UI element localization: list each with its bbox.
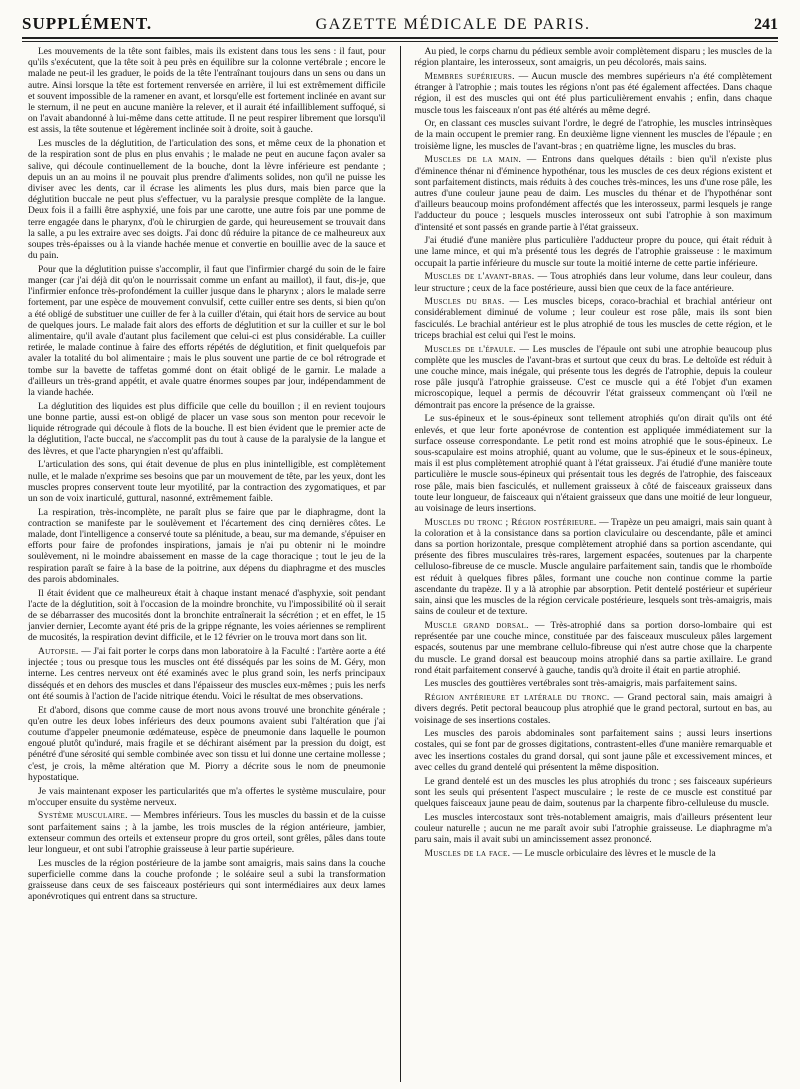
paragraph-text: Il était évident que ce malheureux était à chaque instant menacé d'asphyxie, soit pendant l'acte de la déglutition, soit à l'occasion de la moindre bronchite, vu l'impossibilité où il serait de se débarrasser des mucosités dont la bronchite entraînerait la sécrétion ; et en effet, le 15 janvier dernier, Lecomte ayant été pris de la grippe régnante, les voies aériennes se remplirent de mucosités, la respiration devint difficile, et le 12 février on le trouva mort dans son lit. xyxy=(28,588,386,644)
paragraph xyxy=(415,729,773,774)
paragraph-text: Les muscles de la région postérieure de la jambe sont amaigris, mais sains dans la couche superficielle comme dans la couche profonde ; le soléaire seul a subi la transformation graisseuse dans ceux de ses faisceaux postérieurs qui sont intermédiaires aux deux lames aponévrotiques qui entrent dans sa structure. xyxy=(28,858,386,903)
paragraph xyxy=(28,787,386,809)
paragraph-text: — Tous atrophiés dans leur volume, dans leur couleur, dans leur structure ; ceux de la face postérieure, aussi bien que ceux de la face antérieure. xyxy=(414,272,772,294)
paragraph-text: Or, en classant ces muscles suivant l'ordre, le degré de l'atrophie, les muscles intrinsèques de la main occupent le premier rang. En deuxième ligne viennent les muscles de l'épaule ; en troisième ligne, les muscles de l'avant-bras ; en quatrième ligne, les muscles du bras. xyxy=(414,119,772,152)
paragraph xyxy=(415,518,773,619)
left-column xyxy=(22,42,392,1082)
paragraph xyxy=(415,272,773,294)
paragraph-text: Les mouvements de la tête sont faibles, mais ils existent dans tous les sens : il faut, pour qu'ils s'exécutent, que la tête soit à peu près en équilibre sur la colonne vertébrale ; encore le malade ne peut-il les graduer, le poids de la tête l'entraînant toujours dans un sens ou dans un autre. Ainsi lorsque la tête est fortement renversée en arrière, il lui est extrêmement difficile et souvent impossible de la ramener en avant, et lorsqu'elle est fortement inclinée en avant sur le sternum, il ne peut en aucune manière la relever, et il aurait été infailliblement suffoqué, si on l'avait abandonné à lui-même dans cette attitude. Il ne peut respirer librement que lorsqu'il est assis, la tête soutenue et légèrement inclinée soit à droite, soit à gauche. xyxy=(28,47,386,136)
paragraph xyxy=(28,811,386,856)
paragraph-text: Le sus-épineux et le sous-épineux sont tellement atrophiés qu'on dirait qu'ils ont été enlevés, et que leur forte aponévrose de contention est appliquée immédiatement sur la surface osseuse correspondante. Le petit rond est moins atrophié que le sous-épineux. Le sous-scapulaire est moins atrophié, quant au volume, que le sus-épineux et le sous-épineux, mais il est plus complètement atrophié quant à l'état graisseux. J'ai étudié d'une manière toute particulière le muscle sous-épineux qui présentait tous les degrés de l'atrophie, des faisceaux rose pâle, mais bien fasciculés, et nullement graisseux à côté de faisceaux graisseux dans toute leur longueur, de faisceaux qui n'étaient graisseux que dans une moitié de leur longueur, au voisinage de leurs insertions. xyxy=(414,414,772,514)
paragraph xyxy=(415,297,773,342)
section-lead: Muscles de l'épaule. xyxy=(424,344,516,355)
section-lead: Muscles de la main. xyxy=(424,155,522,166)
paragraph xyxy=(28,508,386,586)
paragraph xyxy=(415,119,773,153)
paragraph xyxy=(28,460,386,505)
paragraph-text: Pour que la déglutition puisse s'accomplir, il faut que l'infirmier chargé du soin de le faire manger (car j'ai déjà dit qu'on le nourrissait comme un enfant au maillot), il faut, dis-je, que l'infirmier enfonce très-profondément la cuiller jusque dans le pharynx ; alors le malade serre fortement, par une espèce de mouvement convulsif, cette cuiller entre ses dents, si bien qu'on a été obligé de substituer une cuiller de fer à la cuiller d'étain, qui était hors de service au bout de quelques jours. Le malade fait alors des efforts de déglutition et sur la cuiller et sur le bol alimentaire, qu'il avale d'autant plus facilement que celui-ci est plus considérable. La cuiller retirée, le malade continue à faire des efforts répétés de déglutition, et finit quelquefois par avaler la totalité du bol alimentaire ; mais le plus souvent une partie de ce bol rétrograde et tombe sur la bavette de taffetas gommé dont on était obligé de le garnir. Le malade a d'ailleurs un très-grand appétit, et avale quatre énormes soupes par jour, indépendamment de la viande hachée. xyxy=(28,264,386,399)
paragraph xyxy=(28,706,386,784)
journal-title: GAZETTE MÉDICALE DE PARIS. xyxy=(315,16,591,33)
paragraph xyxy=(415,236,773,270)
paragraph xyxy=(28,139,386,262)
paragraph-text: — Entrons dans quelques détails : bien qu'il n'existe plus d'éminence thénar ni d'éminence hypothénar, tous les muscles de ces deux régions existent et sont parfaitement distincts, mais réduits à des couches très-minces, les uns d'une rose pâle, les autres d'une couleur jaune peau de daim. Les muscles du thénar et de l'hypothénar sont d'ailleurs beaucoup moins profondément affectés que les interosseux, parmi lesquels je range l'adducteur du pouce ; lesquels muscles interosseux ont subi l'atrophie à son maximum d'intensité et sont passés en grande partie à l'état graisseux. xyxy=(414,155,772,233)
paragraph-text: Les muscles intercostaux sont très-notablement amaigris, mais d'ailleurs présentent leur couleur naturelle ; aucun ne me paraît avoir subi l'atrophie graisseuse. Le diaphragme m'a paru sain, mais il avait subi un amincissement assez prononcé. xyxy=(414,812,772,846)
paragraph-text: — Les muscles biceps, coraco-brachial et brachial antérieur ont considérablement diminué de volume ; leur couleur est rose pâle, mais ils sont bien fasciculés. Le brachial antérieur est le plus atrophié de tous les muscles de cette région, et le triceps brachial est celui qui l'est le moins. xyxy=(414,297,772,341)
paragraph xyxy=(28,402,386,458)
paragraph-text: La respiration, très-incomplète, ne paraît plus se faire que par le diaphragme, dont la contraction se manifeste par le soulèvement et l'écartement des cinq dernières côtes. Le malade, dont l'intelligence a conservé toute sa plénitude, a beau, sur ma demande, s'épuiser en efforts pour faire de profondes inspirations, jamais je n'ai pu obtenir ni le moindre soulèvement, ni le moindre abaissement en masse de la cage thoracique ; tout le jeu de la respiration paraît se faire à la base de la poitrine, aux dépens du diaphragme et des muscles des parois abdominales. xyxy=(28,507,386,585)
page-number: 241 xyxy=(753,16,778,33)
paragraph-text: — J'ai fait porter le corps dans mon laboratoire à la Faculté : l'artère aorte a été injectée ; tous ou presque tous les muscles ont été disséqués par les soins de M. Géry, mon interne. Les centres nerveux ont été examinés avec le plus grand soin, les nerfs principaux disséqués et en dehors des muscles et dans l'épaisseur des muscles eux-mêmes ; puis les nerfs ont été soumis à l'action de l'acide nitrique étendu. Voici le résultat de mes observations. xyxy=(28,647,386,702)
section-lead: Membres supérieurs. xyxy=(424,71,515,82)
paragraph-text: Et d'abord, disons que comme cause de mort nous avons trouvé une bronchite générale ; qu'en outre les deux lobes inférieurs des deux poumons avaient subi l'altération que j'ai coutume d'appeler pneumonie œdémateuse, espèce de pneumonie dans laquelle le poumon engoué plutôt qu'induré, mais fragile et se déchirant aisément par la pression du doigt, est pénétré d'une sérosité qui semble combinée avec son tissu et lui donne une certaine mollesse ; c'est, je crois, la même altération que M. Piorry a décrite sous le nom de pneumonie hypostatique. xyxy=(28,705,386,783)
right-column xyxy=(409,42,779,1082)
paragraph xyxy=(415,849,773,860)
section-lead: Muscles du bras. xyxy=(424,297,505,308)
paragraph xyxy=(28,859,386,904)
paragraph xyxy=(415,693,773,727)
paragraph-text: — Grand pectoral sain, mais amaigri à divers degrés. Petit pectoral beaucoup plus atrophié que le grand pectoral, surtout en bas, au voisinage de ses insertions costales. xyxy=(414,693,772,726)
paragraph-text: — Très-atrophié dans sa portion dorso-lombaire qui est représentée par une couche mince, constituée par des faisceaux musculeux pâles largement espacés, soutenus par une membrane cellulo-fibreuse qui n'est autre chose que la charpente du muscle. Le grand dorsal est beaucoup moins atrophié dans sa partie axillaire. Le grand rond était parfaitement conservé à gauche, tandis qu'à droite il était en partie atrophié. xyxy=(414,620,772,676)
paragraph xyxy=(415,777,773,811)
paragraph xyxy=(415,345,773,412)
paragraph xyxy=(415,621,773,677)
section-lead: Région antérieure et latérale du tronc. xyxy=(424,693,610,704)
paragraph-text: — Le muscle orbiculaire des lèvres et le muscle de la xyxy=(510,848,716,859)
paragraph xyxy=(415,47,773,69)
paragraph-text: — Membres inférieurs. Tous les muscles du bassin et de la cuisse sont parfaitement sains ; à la jambe, les trois muscles de la région antérieure, jambier, extenseur commun des orteils et extenseur propre du gros orteil, sont grêles, pâles dans toute leur longueur, et ont subi l'atrophie graisseuse à leur partie supérieure. xyxy=(28,811,386,856)
paragraph-text: La déglutition des liquides est plus difficile que celle du bouillon ; il en revient toujours une bonne partie, aussi est-on obligé de placer un vase sous son menton pour recevoir le liquide rétrograde qui découle à flots de la bouche. Il est bien évident que le premier acte de la déglutition, l'acte buccal, ne s'accomplit pas du tout à cause de la paralysie de la langue et des lèvres, et que l'acte pharyngien n'est qu'affaibli. xyxy=(28,401,386,457)
paragraph-text: Le grand dentelé est un des muscles les plus atrophiés du tronc ; ses faisceaux supérieurs sont les seuls qui présentent l'aspect musculaire ; le reste de ce muscle est constitué par quelques faisceaux jaune peau de daim, soutenus par la charpente fibro-celluleuse du muscle. xyxy=(414,776,772,809)
paragraph-text: — Les muscles de l'épaule ont subi une atrophie beaucoup plus complète que les muscles de l'avant-bras et surtout que ceux du bras. Le deltoïde est réduit à une couche mince, mais inégale, qui présente tous les degrés de l'atrophie, depuis la couleur rose pâle jusqu'à l'atrophie graisseuse. C'est ce muscle qui a été l'objet d'un examen microscopique, lequel a permis de découvrir l'état graisseux commençant où l'œil ne démontrait pas encore la présence de la graisse. xyxy=(414,344,772,411)
page-header xyxy=(22,14,778,39)
paragraph xyxy=(28,47,386,137)
paragraph xyxy=(415,414,773,515)
section-lead: Muscles de l'avant-bras. xyxy=(424,272,535,283)
paragraph xyxy=(415,679,773,690)
paragraph-text: Les muscles des parois abdominales sont parfaitement sains ; aussi leurs insertions costales, qui se font par de grosses digitations, contrastent-elles d'une manière remarquable et avec les insertions costales du grand dorsal, qui sont jaune pâle et excessivement minces, et avec celles du grand dentelé qui présentent la même disposition. xyxy=(414,729,772,773)
paragraph xyxy=(28,647,386,703)
paragraph xyxy=(415,155,773,233)
section-lead: Muscles de la face. xyxy=(424,848,511,859)
section-lead: Muscles du tronc ; Région postérieure. xyxy=(424,517,597,528)
paragraph xyxy=(415,813,773,847)
column-divider xyxy=(400,46,401,1082)
supplement-label: SUPPLÉMENT. xyxy=(22,14,153,33)
paragraph xyxy=(28,265,386,399)
paragraph-text: Les muscles de la déglutition, de l'articulation des sons, et même ceux de la phonation et de la respiration sont de plus en plus envahis ; le malade ne peut en aucune façon avaler sa salive, qui découle continuellement de la bouche, dont la lèvre inférieure est pendante ; depuis un an au moins il ne pouvait plus prendre d'aliments solides, non qu'il ne puisse les diviser avec les dents, car il écrase les aliments les plus durs, mais bien parce que la déglutition buccale ne peut plus s'effectuer, vu la paralysie presque complète de la langue. Deux fois il a failli être asphyxié, une fois par une carotte, une autre fois par une pomme de terre engagée dans le pharynx, d'où le chirurgien de garde, qui heureusement se trouvait dans la salle, a pu les extraire avec ses doigts. J'ai donc dû réduire la pitance de ce malheureux aux soupes très-épaisses ou à la viande hachée menue et convertie en bouillie avec de la sauce et du pain. xyxy=(28,139,386,262)
section-lead: Système musculaire. xyxy=(38,811,128,822)
section-lead: Muscle grand dorsal. xyxy=(424,620,529,631)
paragraph-text: J'ai étudié d'une manière plus particulière l'adducteur propre du pouce, qui était réduit à une lame mince, et qui m'a présenté tous les degrés de l'atrophie graisseuse : le maximum occupait la partie inférieure du muscle sur toute la moitié interne de cette partie inférieure. xyxy=(414,236,772,269)
paragraph-text: — Trapèze un peu amaigri, mais sain quant à la coloration et à la consistance dans sa portion claviculaire ou descendante, pâle et aminci dans sa portion horizontale, presque complètement atrophié dans sa portion ascendante, qui présente des fibres musculaires très-rares, largement espacées, soutenues par la charpente celluloso-fibreuse de ce muscle. Muscle angulaire parfaitement sain, tandis que le rhomboïde est réduit à quelques fibres pâles, formant une couche non continue comme la partie ascendante du trapèze. Il y a là atrophie par absorption. Petit dentelé postérieur et supérieur sain, ainsi que les muscles de la région cervicale postérieure, lesquels sont très-amaigris, mais sains de couleur et de texture. xyxy=(414,517,772,618)
paragraph-text: L'articulation des sons, qui était devenue de plus en plus inintelligible, est complètement nulle, et le malade n'exprime ses besoins que par un mouvement de tête, par les yeux, dont les muscles propres conservent toute leur myotilité, par la contraction des zygomatiques, et par un son de voix inarticulé, guttural, nasonné, extrêmement faible. xyxy=(28,460,386,504)
paragraph-text: Au pied, le corps charnu du pédieux semble avoir complètement disparu ; les muscles de la région plantaire, les interosseux, sont amaigris, un peu décolorés, mais sains. xyxy=(414,47,772,69)
paragraph-text: Je vais maintenant exposer les particularités que m'a offertes le système musculaire, pour m'occuper ensuite du système nerveux. xyxy=(28,786,386,808)
paragraph-text: Les muscles des gouttières vertébrales sont très-amaigris, mais parfaitement sains. xyxy=(424,679,738,690)
paragraph xyxy=(415,72,773,117)
paragraph xyxy=(28,589,386,645)
paragraph-text: — Aucun muscle des membres supérieurs n'a été complètement étranger à l'atrophie ; mais toutes les régions n'ont pas été également affectées. Dans chaque région, il est des muscles qui ont été plus particulièrement envahis ; enfin, dans chaque muscle tous les faisceaux n'ont pas été altérés au même degré. xyxy=(414,71,772,116)
columns xyxy=(22,42,778,1082)
section-lead: Autopsie. xyxy=(38,647,79,658)
